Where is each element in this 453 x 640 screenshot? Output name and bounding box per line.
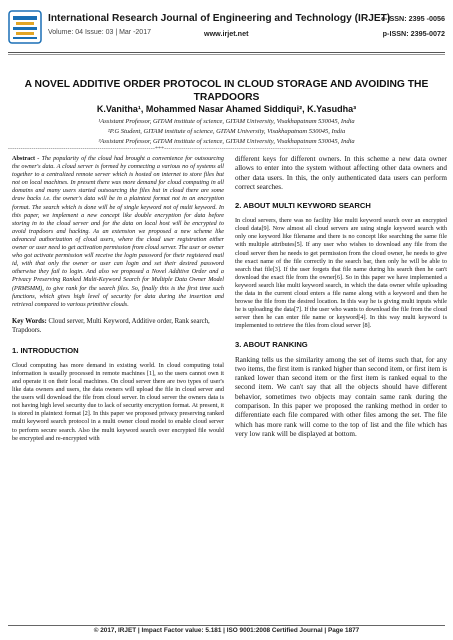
introduction-text: Cloud computing has more demand in existing world. In cloud computing total information is usually processed in remote machines [1], so the users cannot own it and operate it on their local machines. On cloud server there are two types of user's like data owners and users, the data owners will upload the file in cloud server and the users will download the file from cloud server. In cloud server the owners data is not having high level security due to lack of security encryption format. At present, it is stored in plaintext format [2]. In this paper we proposed privacy preserving ranked multi keyword search protocol in a multi owner cloud model to enable cloud server to perform secure search. Also the multi keyword search over encrypted file would be encrypted and re-encrypted with [12,361,224,442]
spacer [12,335,224,346]
paper-title: A NOVEL ADDITIVE ORDER PROTOCOL IN CLOUD STORAGE AND AVOIDING THE TRAPDOORS [24,79,429,103]
section-heading-ranking: 3. ABOUT RANKING [235,339,308,349]
page-footer: © 2017, IRJET | Impact Factor value: 5.181 | ISO 9001:2008 Certified Journal | Page 1877 [93,627,360,634]
keywords [12,317,224,335]
journal-header [8,8,445,48]
footer-divider [8,625,445,626]
journal-title: International Research Journal of Engineering and Technology (IRJET) [48,13,391,24]
journal-website[interactable]: www.irjet.net [204,29,249,38]
keywords-text: Cloud server, Multi Keyword, Additive order, Rank search, Trapdoors. [12,317,210,334]
abstract-label: Abstract - [12,155,40,162]
left-column [12,155,224,443]
irjet-logo-icon [8,10,42,44]
abstract [12,155,224,309]
introduction-continued: different keys for different owners. In this scheme a new data owner allows to enter into the system without affecting other data owners and other data users. In this, the only authenticated data users can perform correct searches. [235,155,447,191]
spacer [235,331,447,340]
abstract-text: The popularity of the cloud had brought a convenience for outsourcing the owner's data. A cloud server is formed by connecting a various no of systems all together to a centralized remote server which is hosted on internet to store files but not on local machines. In present there was more demand for cloud computing in all domains and many users started outsourcing the files but in cloud there are some draw backs i.e. the owner's data will be in a plaintext format not in an encryption format. The search which is done will be of single keyword not of multi keyword. In this paper, we implement a new concept like double encryption for data before storing in to the cloud server and for the data on local host will be encrypted to avoid trapdoors and hacking. As an extension we proposed a new scheme like advanced authorization of cloud users, where the cloud user registration either owner or user need to get activation permission from cloud server. The user or owner who got activate permission will receive the login password for their registered mail id, with that only the owner or user can login and set their desired password otherwise they fail to login. And also we proposed a Novel Additive Order and a Privacy Preserving Ranked Multi-Keyword Search for Multiple Data Owner Model (PRMSMM), to give rank for the search files. So, finally this is the first time such functions, which gives high level of security for data during the insertion and retrieval compared to various primitive clouds. [12,155,224,308]
header-divider-secondary [8,54,445,55]
affiliation-1: ¹Assistant Professor, GITAM institute of science, GITAM University, Visakhapatnam 530045, India [98,118,355,125]
multi-keyword-text: In cloud servers, there was no facility like multi keyword search over an encrypted cloud data[9]. Now almost all cloud servers are using single keyword search with only one keyword like filename and there is no concept like searching the same file with multiple attributes[5]. If any user who wishes to download any file from the cloud server then he needs to get permission from the cloud owner, he needs to give the exact name of the file correctly in the search bar, then only he will be able to search that file[3]. If the user forgets that file name during his search then he can't download the exact file from the owner[6]. So in this paper we have implemented a keyword search like multi keyword search, in which the data owner while uploading the data in the current cloud enters a file name along with a keyword and then he browse the file from the desired location. In this way he is giving multi inputs while he is uploading the data[7]. If the user who wants to download the file from the cloud server then he can enter file name or keyword[4]. In this way multi keyword is implemented to retrieve the files from cloud server [8]. [235,217,447,330]
section-heading-introduction: 1. INTRODUCTION [12,345,79,355]
volume-issue: Volume: 04 Issue: 03 | Mar -2017 [48,29,151,36]
affiliation-3: ³Assistant Professor, GITAM institute of science, GITAM University, Visakhapatnam 530045, India [98,138,355,146]
section-separator: ---------------------------------------------------------------------***--------------------------------------------------------------------- [8,146,312,152]
ranking-text: Ranking tells us the similarity among the set of items such that, for any two items, the first item is ranked higher than second item, or first item is ranked lower than second item or the first item is ranked equal to the second item. We can't say that all the objects should have different behavior, sometimes two objects may contain same rank during the comparison. In this paper we proposed the ranking method in order to differentiate each file compared with other files among the set. The file which has more rank will come to the top of list and the file which has very low rank will be displayed at bottom. [235,355,447,438]
section-heading-multi-keyword: 2. ABOUT MULTI KEYWORD SEARCH [235,201,371,211]
right-column [235,155,447,439]
pissn: p-ISSN: 2395-0072 [382,29,445,38]
affiliations [14,117,439,148]
affiliation-2: ²P.G Student, GITAM institute of science, GITAM University, Visakhapatnam 530045, India [107,128,346,136]
spacer [235,192,447,201]
eissn: e-ISSN: 2395 -0056 [381,14,445,23]
keywords-label: Key Words: [12,317,47,325]
paper-authors: K.Vanitha¹, Mohammed Nasar Ahamed Siddiqui², K.Yasudha³ [96,104,357,114]
header-divider [8,52,445,53]
